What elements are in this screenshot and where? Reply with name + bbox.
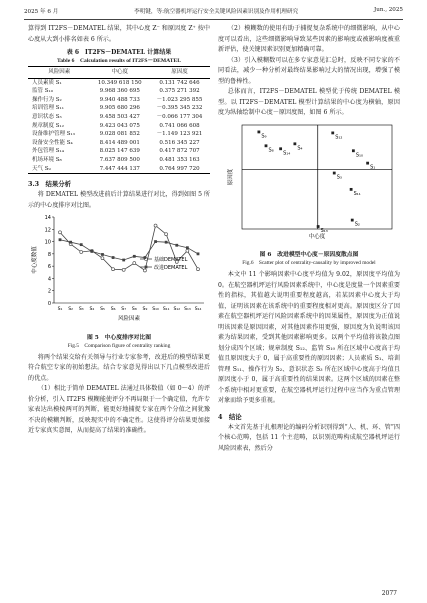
table-cell: 10.349 618 150 [97, 79, 142, 86]
legend-marker [145, 266, 148, 269]
x-tick-label: S₇ [121, 307, 127, 313]
table-cell: 0.131 742 646 [159, 79, 200, 86]
point-label: S₁ [370, 164, 376, 171]
table-cell: －0.395 345 232 [156, 105, 203, 112]
table6-header-0: 风险因素 [28, 67, 91, 79]
y-tick-label: 0 [47, 301, 51, 308]
data-point [143, 269, 146, 272]
data-point [366, 161, 369, 164]
point-label: S₁₃ [320, 227, 328, 234]
page-number: 2077 [381, 590, 397, 597]
data-point [112, 268, 115, 271]
data-point [101, 253, 104, 256]
x-tick-label: S₁₀ [152, 307, 159, 313]
table-cell: 操作行为 S₂ [32, 96, 62, 103]
data-point [351, 218, 354, 221]
right-column [218, 24, 400, 454]
point-label: S₂ [354, 221, 360, 228]
data-point [165, 241, 168, 244]
x-tick-label: S₁ [57, 307, 63, 313]
series-line [60, 226, 198, 271]
table-cell: 设备维护管理 S₁₃ [32, 131, 75, 138]
fig6-scatter-plot [218, 119, 400, 247]
data-point [154, 240, 157, 243]
y-tick-label: 12 [44, 227, 51, 234]
data-point [80, 251, 83, 254]
table6-caption: 表 6 IT2FS－DEMATEL 计算结果 [66, 49, 172, 56]
advantage-point-2: （2）模糊数的使用有助于捕捉复杂系统中的细微影响，从中心度可以看出，这些细微影响导致某些因素的影响度或被影响度被重新评估，使关键因素识别更加精确可靠。 [218, 25, 400, 53]
y-tick-label: 10 [44, 239, 51, 246]
table-row [28, 113, 210, 122]
table-cell: 9.028 081 852 [99, 131, 140, 138]
y-tick-label: 8 [47, 251, 51, 258]
data-point [90, 250, 93, 253]
table-cell: －1.149 123 921 [156, 131, 203, 138]
data-point [197, 253, 200, 256]
table-row [28, 78, 210, 87]
table-cell: 9.940 488 733 [99, 96, 140, 103]
data-point [317, 225, 320, 228]
point-label: S₁₂ [335, 133, 343, 140]
legend-label: 基础DEMATEL [154, 257, 188, 264]
x-axis-label: 风险因素 [117, 316, 141, 323]
table-cell: 0.764 997 720 [149, 165, 210, 174]
table-row [28, 104, 210, 113]
table-cell: 培训管理 S₁₁ [32, 105, 64, 112]
data-point [350, 187, 353, 190]
data-point [165, 233, 168, 236]
left-column [28, 24, 210, 437]
data-point [186, 249, 189, 252]
table-cell: 8.414 489 001 [99, 139, 140, 146]
x-tick-label: S₆ [110, 307, 116, 313]
table-cell: 天气 S₉ [28, 165, 91, 174]
y-tick-label: 6 [47, 264, 51, 271]
table-row [28, 156, 210, 165]
table6 [28, 66, 210, 174]
advantage-point-1: （1）相比于简单 DEMATEL 法通过具体数值（如 0～4）的评价分析，引入 IT2FS 模糊能使评分不再局限于一个确定值，允许专家表达出模棱两可的判断，能更好地捕捉专家在两个分值之间犹豫不决的模糊判断，反映现实中的不确定性。这使得评分结果更加接近专家真实意图，从而提高了结果的准确性。 [28, 385, 210, 435]
data-point [122, 268, 125, 271]
y-tick-label: 14 [44, 215, 51, 222]
table-cell: 0.375 271 392 [159, 88, 200, 95]
data-point [101, 257, 104, 260]
table-cell: 规章制度 S₁₂ [32, 122, 64, 129]
table-cell: 9.458 503 427 [99, 113, 140, 120]
fig5-caption: 图 5 中心度排序对比图 [86, 334, 152, 341]
table-cell: －0.066 177 304 [156, 113, 203, 120]
table-cell: 9.968 360 695 [99, 88, 140, 95]
data-point [154, 224, 157, 227]
table-row [28, 147, 210, 156]
table-row [28, 130, 210, 139]
section-3-3-title: 3.3 结果分析 [28, 180, 72, 189]
point-label: S₁₀ [355, 151, 364, 158]
table-cell: 7.447 444 137 [91, 165, 149, 174]
data-point [265, 144, 268, 147]
x-tick-label: S₁₂ [173, 307, 181, 313]
x-tick-label: S₁₁ [162, 307, 170, 313]
section-4-paragraph: 本文首先基于扎根理论的编码分析识别得到“人、机、环、管”四个核心范畴，包括 11 个主范畴，以识别范畴构成航空器机坪运行风险因素表，然后分 [218, 423, 400, 452]
x-tick-label: S₉ [142, 307, 148, 313]
table-cell: 0.741 066 608 [159, 122, 200, 129]
x-tick-label: S₈ [131, 307, 137, 313]
running-header [24, 7, 403, 17]
fig6-caption-en: Fig.6 Scatter plot of centrality-causality by improved model [242, 260, 376, 266]
data-point [133, 262, 136, 265]
analysis-paragraph: 本文中 11 个影响因素中心度平均值为 9.02，原因度平均值为 0。在航空器机坪运行风险因素系统中，中心度是度量一个因素重要性的指标，其值越大说明重要程度越高，若某因素中心度大于均值，证明该因素在该系统中的重要程度相对更高。原因度区分了因素在航空器机坪运行风险因素系统中的因果属性，原因度为正值说明该因素是原因因素，对其他因素作用更强，原因度为负说明该因素为结果因素，受到其他因素影响更多。以两个平均值将该散点图划分成四个区域；规章制度 S₁₂、监管 S₁₀ 所在区域中心度高于均值且原因度大于 0，属于高重要性的原因因素；人员素质 S₁、培训管理 S₁₁、操作行为 S₂、意识状态 S₃ 所在区域中心度高于均值且原因度小于 0，属于高重要性的结果因素。这两个区域的因素在整个系统中相对更重要，在航空器机坪运行过程中应当作为重点管理对象而给予更多重视。 [218, 271, 400, 404]
data-point [279, 147, 282, 150]
table-cell: 机场环境 S₈ [32, 156, 62, 163]
data-point [80, 243, 83, 246]
y-axis-label: 原因度 [228, 168, 234, 185]
table-cell: 0.417 872 707 [159, 148, 200, 155]
point-label: S₄ [297, 144, 303, 151]
table6-header-1: 中心度 [91, 67, 149, 79]
table-row [28, 122, 210, 131]
data-point [144, 256, 147, 259]
point-label: S₁₁ [353, 190, 361, 197]
data-point [59, 238, 62, 241]
table-cell: 意识状态 S₃ [32, 113, 62, 120]
table-row [28, 96, 210, 105]
table-cell: 0.481 353 163 [159, 156, 200, 163]
y-tick-label: 2 [47, 288, 51, 295]
comparison-paragraph: 将两个结果交给有关领导与行业专家参考，改进后的模型结果更符合航空专家的初始想法。结合专家意见得出以下几点模型改进后的优点。 [28, 353, 210, 382]
header-rule [24, 19, 403, 20]
data-point [293, 142, 296, 145]
table-cell: －1.023 295 855 [156, 96, 203, 103]
x-tick-label: S₃ [78, 307, 84, 313]
data-point [333, 171, 336, 174]
data-point [352, 149, 355, 152]
data-point [133, 255, 136, 258]
table-row [28, 87, 210, 96]
x-tick-label: S₄ [89, 307, 95, 313]
legend-label: 改进DEMATEL [154, 265, 188, 272]
table-row [28, 139, 210, 148]
summary-paragraph: 总体而言，IT2FS－DEMATEL 模型优于传统 DEMATEL 模型。以 IT2FS－DEMATEL 模型计算结果的中心度为横轴，原因度为纵轴绘制中心度－原因度图，如图 6 所示。 [218, 88, 400, 116]
table-cell: 设备安全性能 S₄ [32, 139, 73, 146]
plot-frame [242, 125, 392, 229]
table-cell: 8.025 147 639 [99, 148, 140, 155]
x-axis-label: 中心度 [308, 233, 326, 240]
y-tick-label: 4 [47, 276, 51, 283]
data-point [59, 231, 62, 234]
table-row [28, 165, 210, 174]
data-point [331, 131, 334, 134]
advantage-point-3: （3）引入模糊数可以在多专家意见汇总时，反映不同专家的不同看法，减少一种分析对最终结果影响过大的情况出现，增强了模型的鲁棒性。 [218, 56, 400, 85]
table-cell: 外包管理 S₁₄ [32, 148, 64, 155]
header-date: 2025 年 6 月 [24, 9, 59, 15]
table6-caption-en: Table 6 Calculation results of IT2FS－DEMATEL [57, 58, 181, 64]
intro-paragraph: 算得到 IT2FS－DEMATEL 结果，其中心度 Z⁻ 和原因度 Z⁺ 按中心度从大到小排名如表 6 所示。 [28, 25, 210, 43]
x-tick-label: S₅ [100, 307, 105, 313]
point-label: S₉ [261, 132, 267, 139]
data-point [175, 244, 178, 247]
data-point [112, 256, 115, 259]
header-date-en: Jun., 2025 [373, 7, 403, 13]
data-point [186, 246, 189, 249]
fig5-caption-en: Fig.5 Comparison figure of centrality ranking [67, 342, 171, 349]
data-point [257, 130, 260, 133]
x-tick-label: S₂ [68, 307, 73, 313]
section-4-title: 4 结论 [218, 412, 242, 421]
data-point [69, 241, 72, 244]
table-cell: 监管 S₁₀ [32, 88, 53, 95]
data-point [197, 268, 200, 271]
table-cell: 9.423 043 075 [99, 122, 140, 129]
fig5-line-chart [28, 211, 210, 329]
point-label: S₁₄ [283, 149, 291, 156]
point-label: S₃ [336, 174, 342, 181]
data-point [122, 259, 125, 262]
table-cell: 7.637 809 500 [99, 156, 140, 163]
fig6-caption: 图 6 改进模型中心度－原因度散点图 [259, 252, 359, 258]
table-cell: 人员素质 S₁ [32, 79, 62, 86]
header-title: 李明键，等:航空器机坪运行安全关键风险因素识别及作用机理研究 [134, 9, 299, 15]
y-axis-label: 中心度数值 [32, 246, 38, 274]
x-tick-label: S₁₃ [184, 307, 191, 313]
table-cell: 9.905 680 296 [99, 105, 140, 112]
section-3-3-paragraph: 将 DEMATEL 模型改进前后计算结果进行对比，得到如图 5 所示的中心度排序对比图。 [28, 191, 210, 209]
x-tick-label: S₁₄ [194, 307, 202, 313]
table6-header-2: 原因度 [149, 67, 210, 79]
table-cell: 0.516 345 227 [159, 139, 200, 146]
point-label: S₈ [268, 146, 274, 153]
